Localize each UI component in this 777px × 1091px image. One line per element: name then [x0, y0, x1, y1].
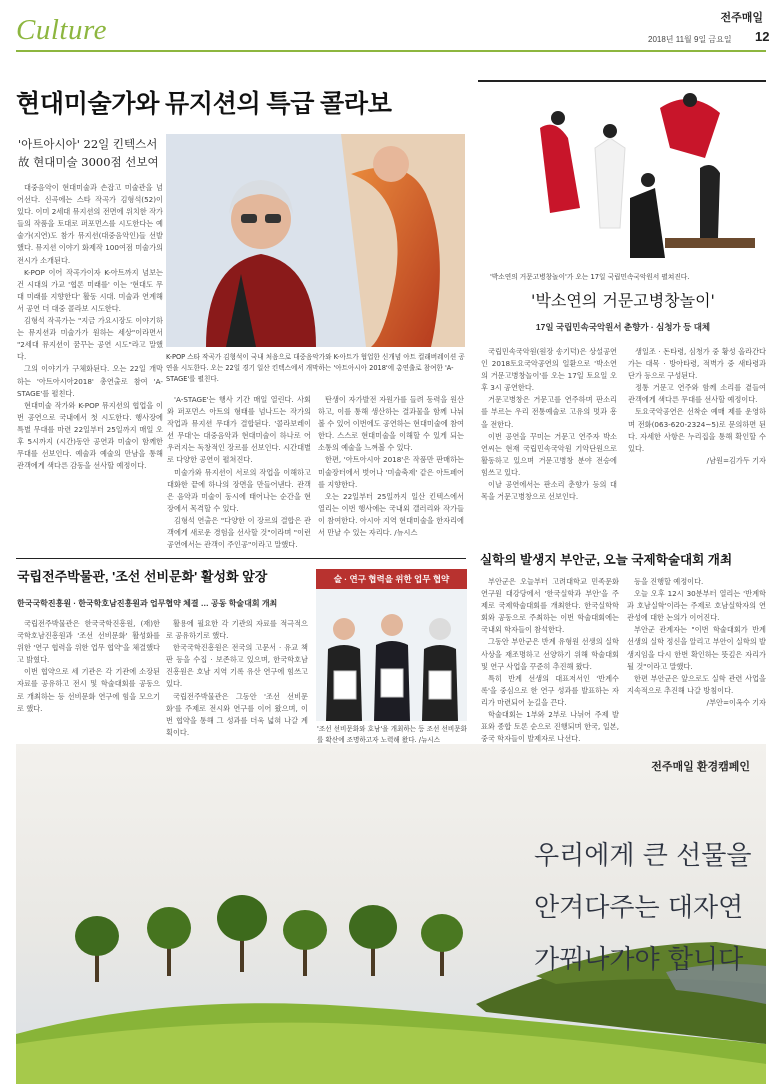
campaign-slogan — [534, 830, 764, 986]
article-column: 탄생이 자가발전 자원가를 들려 동력을 원산하고, 이를 통해 생산하는 결과물을 함께 나눠볼 수 있어 이번에도 공연하는 현대미술에 참여한다. 스스로 현대미술을 이해할 수 있게 되는 소통의 예술을 느껴볼 수 있다. 한편, '아트아시아 2018'은 작품만 판매하는 미술장터에서 벗어나 '미술축제' 같은 아트페어를 지향한다. 오는 22일부터 25일까지 일산 킨텍스에서 열리는 이번 행사에는 국내외 갤러리와 작가들이 참여한다. 아시아 지역 현대미술을 한자리에서 만날 수 있는 자리다. /뉴시스 — [318, 395, 464, 538]
tree-icon — [420, 910, 464, 976]
article-headline: '박소연의 거문고병창놀이' — [531, 291, 715, 310]
article-column: 국립민속국악원(원장 송기덕)은 상설공연인 2018토요국악공연의 일환으로 '박소연의 거문고병창놀이'를 오는 17일 토요일 오후 3시 공연한다. 거문고병창은 거문고를 연주하며 판소리를 부르는 우리 전통예술로 고유의 멋과 흥을 전한다. 이번 공연을 꾸미는 거문고 연주자 박소연씨는 현재 국립민속국악원 기악단원으로 활동하고 있으며 거문고병창 분야 전승에 힘쓰고 있다. 이날 공연에서는 판소리 춘향가 등의 대목을 거문고병창으로 선보인다. — [481, 347, 617, 502]
slogan-line: 안겨다주는 대자연 — [534, 893, 744, 923]
tree-icon — [348, 902, 398, 976]
article-column: 부안군은 오늘부터 고려대학교 민족문화연구원 대강당에서 '한국실학과 부안'을 주제로 국제학술대회를 개최한다. 한국실학학회와 공동으로 주최하는 이번 학술대회에는 국내외 학자들이 참석한다. 그동안 부안군은 반계 유형원 선생의 실학사상을 재조명하고 선양하기 위해 학술대회 및 연구 사업을 꾸준히 추진해 왔다. 특히 반계 선생의 대표저서인 '반계수록'을 중심으로 한 연구 성과를 발표하는 자리가 마련되어 눈길을 끈다. 학술대회는 1부와 2부로 나뉘어 주제 발표와 종합 토론 순으로 진행되며 한국, 일본, 중국 학자들이 발제자로 나선다. — [481, 577, 619, 744]
performance-photo — [480, 88, 766, 271]
photo-caption: K-POP 스타 작곡가 김형석이 국내 처음으로 대중음악가와 K-아트가 협업한 신개념 아트 컬래버레이션 공연을 시도한다. 오는 22일 경기 일산 킨텍스에서 개막하는 '아트아시아 2018'에 총연출로 참여한 'A-STAGE'를 펼친다. — [166, 353, 465, 383]
tree-icon — [74, 912, 120, 982]
photo-caption: '박소연의 거문고병창놀이'가 오는 17일 국립민속국악원서 펼쳐진다. — [490, 273, 690, 281]
article-column: 국립전주박물관은 한국국학진흥원, (재)한국학호남진흥원과 '조선 선비문화' 활성화를 위한 '연구 협력을 위한 업무 협약'을 체결했다고 밝혔다. 이번 협약으로 세 기관은 각 기관에 소장된 자료를 공유하고 전시 및 학술대회를 공동으로 개최하는 등 선비문화 연구에 힘을 모으기로 했다. — [17, 619, 160, 713]
agreement-photo — [316, 569, 467, 721]
section-title: Culture — [16, 14, 108, 46]
musician-photo — [166, 134, 465, 347]
tree-icon — [282, 906, 328, 976]
article-headline: 국립전주박물관, '조선 선비문화' 활성화 앞장 — [17, 569, 268, 584]
campaign-ad — [16, 744, 766, 1084]
campaign-label: 전주매일 환경캠페인 — [651, 761, 750, 773]
article-subhead: 故 현대미술 3000점 선보여 — [18, 155, 159, 169]
article-column: 'A-STAGE'는 행사 기간 매일 열린다. 사회와 퍼포먼스 아트의 형태를 넘나드는 작가의 작업과 뮤지션 무대가 결합된다. '콜라보레이션 무대'는 대중음악과 현대미술이 하나로 어우러지는 독창적인 장르를 선보인다. 시간대별로 다양한 공연이 펼쳐진다. 미술가와 뮤지션이 서로의 작업을 이해하고 대화한 끝에 하나의 장면을 만들어낸다. 관객은 음악과 미술이 동시에 태어나는 순간을 현장에서 목격할 수 있다. 김형석 연출은 "다양한 이 장르의 결합은 관객에게 새로운 경험을 선사할 것"이라며 "이런 공연에서는 관객이 주인공"이라고 말했다. — [167, 395, 311, 550]
article-subhead: 한국국학진흥원 · 한국학호남진흥원과 업무협약 체결 … 공동 학술대회 개최 — [17, 599, 278, 608]
article-column: 활용에 필요한 각 기관의 자료를 적극적으로 공유하기로 했다. 한국국학진흥원은 전국의 고문서 · 유교 책판 등을 수집 · 보존하고 있으며, 한국학호남진흥원은 호남 지역 기록 유산 연구에 힘쓰고 있다. 국립전주박물관은 그동안 '조선 선비문화'를 주제로 전시와 연구를 이어 왔으며, 이번 협약을 통해 그 성과를 더욱 넓혀 나갈 계획이다. — [166, 619, 308, 737]
slogan-line: 가꿔나가야 합니다 — [534, 945, 744, 975]
paper-name: 전주매일 — [720, 12, 763, 24]
article-column: 생일조 · 돈타령, 심청가 중 황성 올라간다 가는 대목 · 방아타령, 적벽가 중 새타령과 단가 등으로 구성된다. 정통 거문고 연주와 함께 소리를 곁들여 관객에게 색다른 무대를 선사할 예정이다. 토요국악공연은 선착순 예매 제를 운영하며 전화(063-620-2324~5)로 문의하면 된다. 자세한 사항은 누리집을 통해 확인할 수 있다. /남원=김가두 기자 — [628, 347, 766, 465]
article-column: 등을 진행할 예정이다. 오늘 오후 12시 30분부터 열리는 '반계학과 호남실학'이라는 주제로 호남실학자의 연관성에 대한 논의가 이어진다. 부안군 관계자는 "이번 학술대회가 반계 선생의 실학 정신을 알리고 부안이 실학의 발생지임을 다시 한번 확인하는 뜻깊은 자리가 될 것"이라고 말했다. 한편 부안군은 앞으로도 실학 관련 사업을 지속적으로 추진해 나갈 방침이다. /부안=이옥수 기자 — [627, 577, 766, 707]
tree-icon — [146, 904, 192, 976]
page-number: 12 — [755, 29, 770, 44]
photo-caption: '조선 선비문화와 호남'을 개최하는 등 조선 선비문화를 확산에 조명하고자 노력해 왔다. /뉴시스 — [317, 725, 467, 744]
article-headline: 실학의 발생지 부안군, 오늘 국제학술대회 개최 — [480, 553, 733, 567]
photo-banner: 술 · 연구 협력을 위한 업무 협약 — [316, 569, 467, 589]
tree-icon — [216, 892, 268, 972]
article-headline: 현대미술가와 뮤지션의 특급 콜라보 — [16, 91, 392, 118]
issue-date: 2018년 11월 9일 금요일 — [648, 35, 732, 44]
header-rule — [16, 50, 766, 52]
article-divider — [16, 558, 466, 559]
article-subhead: 17일 국립민속국악원서 춘향가 · 심청가 등 대체 — [535, 322, 711, 332]
article-column: 대중음악이 현대미술과 손잡고 미술관을 넘어선다. 신곡에는 스타 작곡가 김형석(52)이 있다. 이미 2세대 뮤지션의 전면에 위치한 작가들의 작품을 토대로 퍼포먼스를 시도한다는 예술가(지연)도 참가 뮤지션(대중음악인)들 선발했다. 뮤지션 이야기 화제작 100여점 미술가의 전시가 소개된다. K-POP 이어 작곡가이자 K-아트까지 넘보는 건 시대의 가교 '협론 미래를' 이는 '현대도 무대 미래를 지향한다' 활동 시대. 미술과 연계해서 공연 더 대중 콜라보 시도한다. 김형석 작곡가는 "지금 가요시장도 이야기하는 뮤지션과 미술가가 원하는 세상"이라면서 "2세대 뮤지션이 꿈꾸는 공연 시도"라고 말했다. 그의 이야기가 구체화된다. 오는 22일 개막하는 '아트아시아2018' 총연출로 참여 'A-STAGE'를 펼친다. 현대미술 작가와 K-POP 뮤지션의 협업을 이번 공연으로 국내에서 첫 시도한다. 행사장에 특별 무대를 마련 22일부터 25일까지 매일 오후 5시까지 (시간)동안 공연과 미술이 함께한 무대를 선보인다. 예술과 예술의 만남을 통해 관객에게 색다른 감동을 선사할 예정이다. — [17, 183, 163, 471]
slogan-line: 우리에게 큰 선물을 — [534, 841, 752, 871]
article-subhead: '아트아시아' 22일 킨텍스서 — [18, 137, 158, 151]
